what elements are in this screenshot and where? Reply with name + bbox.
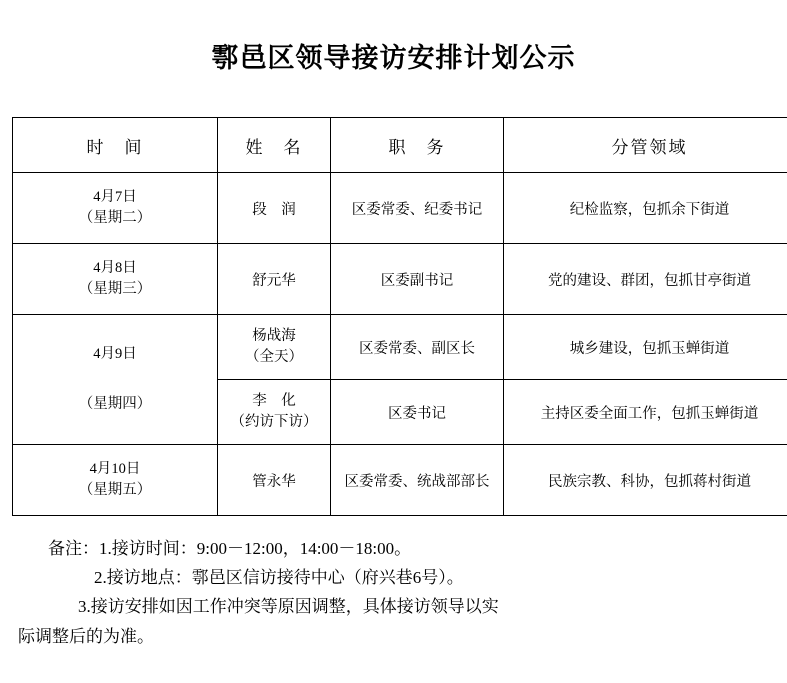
column-header-duty: 职 务 [331,118,504,173]
cell-duty: 区委常委、统战部部长 [331,445,504,516]
cell-time-date: 4月8日 [15,258,215,279]
notes-section [0,534,787,651]
cell-time [13,315,218,445]
cell-duty: 区委书记 [331,380,504,445]
cell-name-note: （全天） [220,347,328,368]
cell-time [13,173,218,244]
cell-time-date: 4月9日 [15,344,215,365]
schedule-table [12,117,787,516]
cell-name: 舒元华 [218,244,331,315]
page-title: 鄠邑区领导接访安排计划公示 [0,36,787,75]
cell-name-text: 李 化 [220,391,328,412]
cell-duty: 区委副书记 [331,244,504,315]
cell-time-weekday: （星期三） [15,279,215,300]
cell-duty: 区委常委、副区长 [331,315,504,380]
cell-name: 管永华 [218,445,331,516]
table-header-row [13,118,787,173]
note-line-3: 3.接访安排如因工作冲突等原因调整，具体接访领导以实 [48,592,767,621]
table-header [13,118,787,173]
note-line-2: 2.接访地点：鄠邑区信访接待中心（府兴巷6号）。 [48,563,767,592]
column-header-name: 姓 名 [218,118,331,173]
cell-name [218,315,331,380]
document-page [0,36,787,683]
cell-time-weekday: （星期四） [15,394,215,415]
column-header-time: 时 间 [13,118,218,173]
cell-time-weekday: （星期二） [15,208,215,229]
cell-area: 党的建设、群团，包抓甘亭街道 [504,244,787,315]
column-header-area: 分管领域 [504,118,787,173]
cell-area: 纪检监察，包抓余下街道 [504,173,787,244]
cell-duty: 区委常委、纪委书记 [331,173,504,244]
cell-name [218,380,331,445]
schedule-table-container [12,117,775,516]
cell-area: 主持区委全面工作，包抓玉蝉街道 [504,380,787,445]
table-row [13,315,787,380]
table-row [13,244,787,315]
cell-name-text: 杨战海 [220,326,328,347]
note-line-1: 备注：1.接访时间：9:00－12:00，14:00－18:00。 [48,534,767,563]
table-row [13,445,787,516]
cell-time-date: 4月10日 [15,459,215,480]
cell-time [13,445,218,516]
cell-area: 民族宗教、科协，包抓蒋村街道 [504,445,787,516]
cell-time-date: 4月7日 [15,187,215,208]
table-body [13,173,787,516]
table-row [13,173,787,244]
cell-name: 段 润 [218,173,331,244]
cell-time [13,244,218,315]
cell-area: 城乡建设，包抓玉蝉街道 [504,315,787,380]
cell-name-note: （约访下访） [220,412,328,433]
cell-time-weekday: （星期五） [15,480,215,501]
note-line-4: 际调整后的为准。 [18,622,767,651]
